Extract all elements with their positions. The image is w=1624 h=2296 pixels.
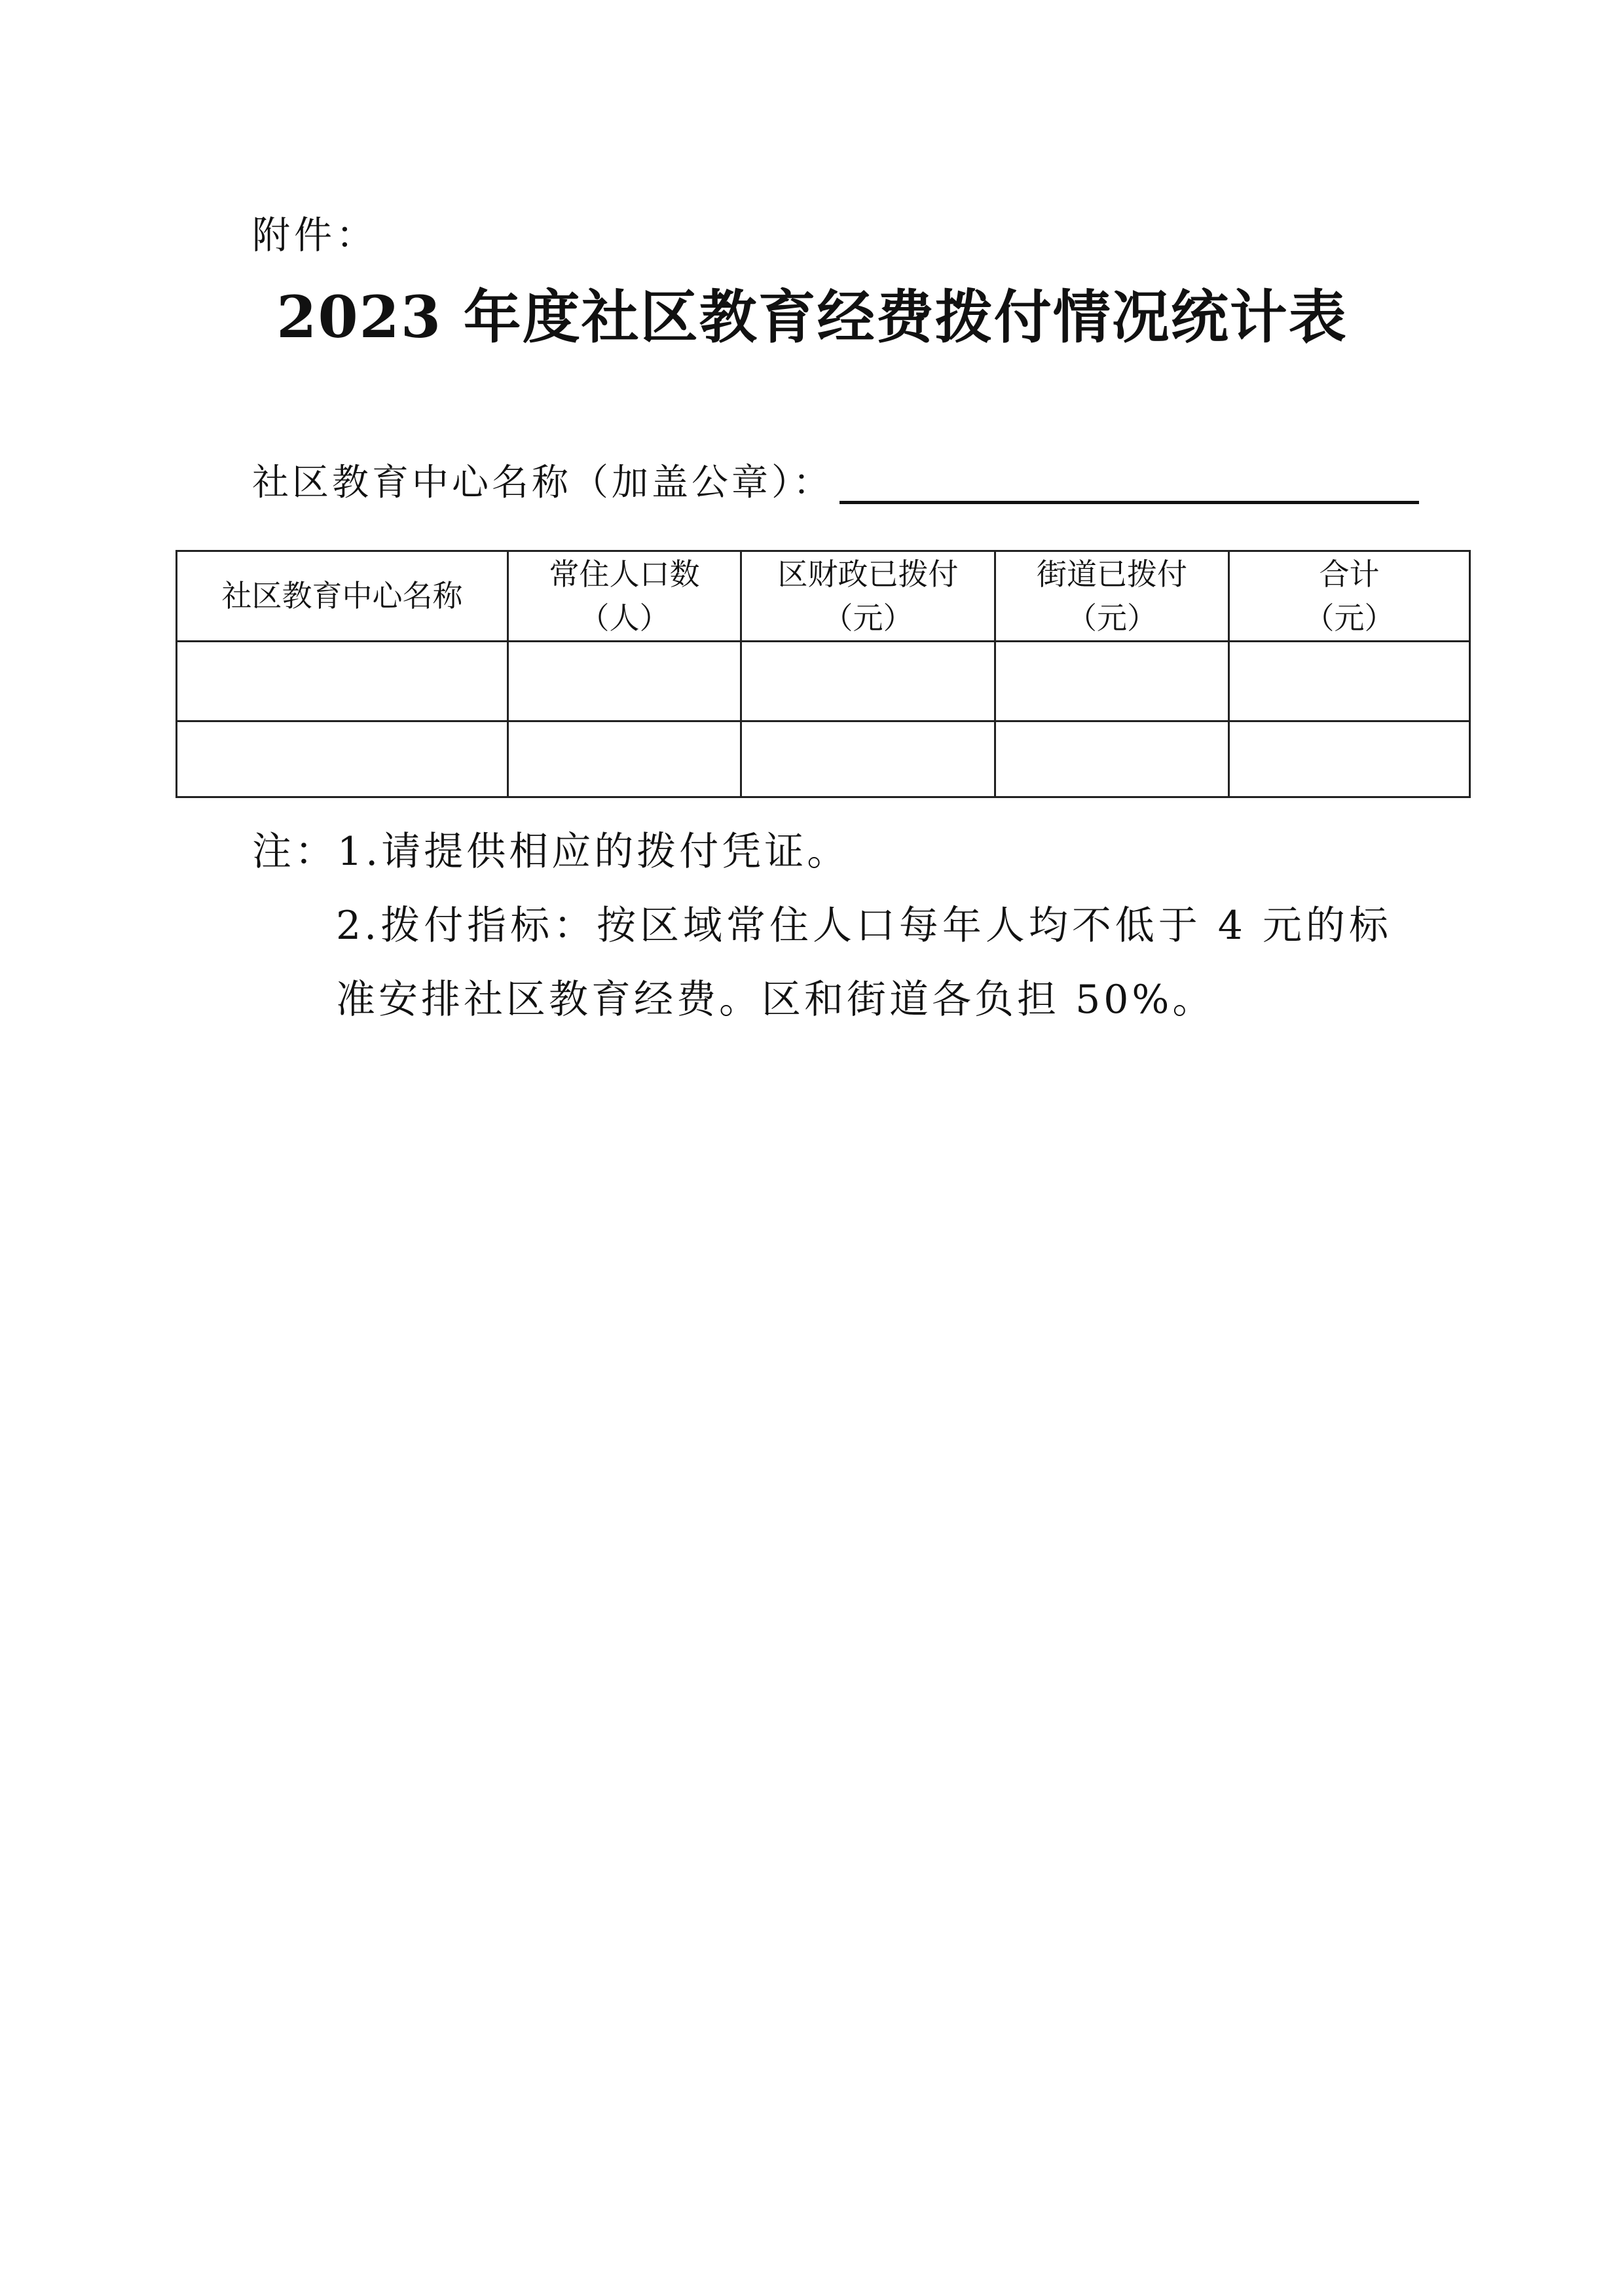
table-cell[interactable]	[741, 721, 995, 797]
table-cell[interactable]	[177, 642, 508, 721]
table-cell[interactable]	[995, 642, 1229, 721]
table-cell[interactable]	[508, 642, 741, 721]
header-resident-population: 常住人口数 （人）	[508, 551, 741, 642]
center-name-label: 社区教育中心名称（加盖公章）：	[252, 462, 833, 504]
page-title: 2023 年度社区教育经费拨付情况统计表	[276, 283, 1348, 351]
notes-section	[252, 815, 1392, 1037]
note-1: 注：1.请提供相应的拨付凭证。	[252, 829, 850, 875]
center-name-blank-line	[840, 500, 1419, 504]
header-district-funding: 区财政已拨付 （元）	[741, 551, 995, 642]
header-center-name: 社区教育中心名称	[177, 551, 508, 642]
funding-stats-table	[175, 550, 1471, 798]
table-header-row	[177, 551, 1470, 642]
header-street-funding: 街道已拨付 （元）	[995, 551, 1229, 642]
table-cell[interactable]	[1229, 642, 1470, 721]
table-cell[interactable]	[741, 642, 995, 721]
table-cell[interactable]	[508, 721, 741, 797]
center-name-field-row	[252, 458, 1419, 511]
table-row	[177, 642, 1470, 721]
table-row	[177, 721, 1470, 797]
note-2: 2.拨付指标：按区域常住人口每年人均不低于 4 元的标准安排社区教育经费。区和街道各负担 50%。	[336, 903, 1392, 1023]
table-cell[interactable]	[1229, 721, 1470, 797]
table-cell[interactable]	[995, 721, 1229, 797]
header-total: 合计 （元）	[1229, 551, 1470, 642]
attachment-label: 附件：	[252, 213, 378, 257]
table-cell[interactable]	[177, 721, 508, 797]
